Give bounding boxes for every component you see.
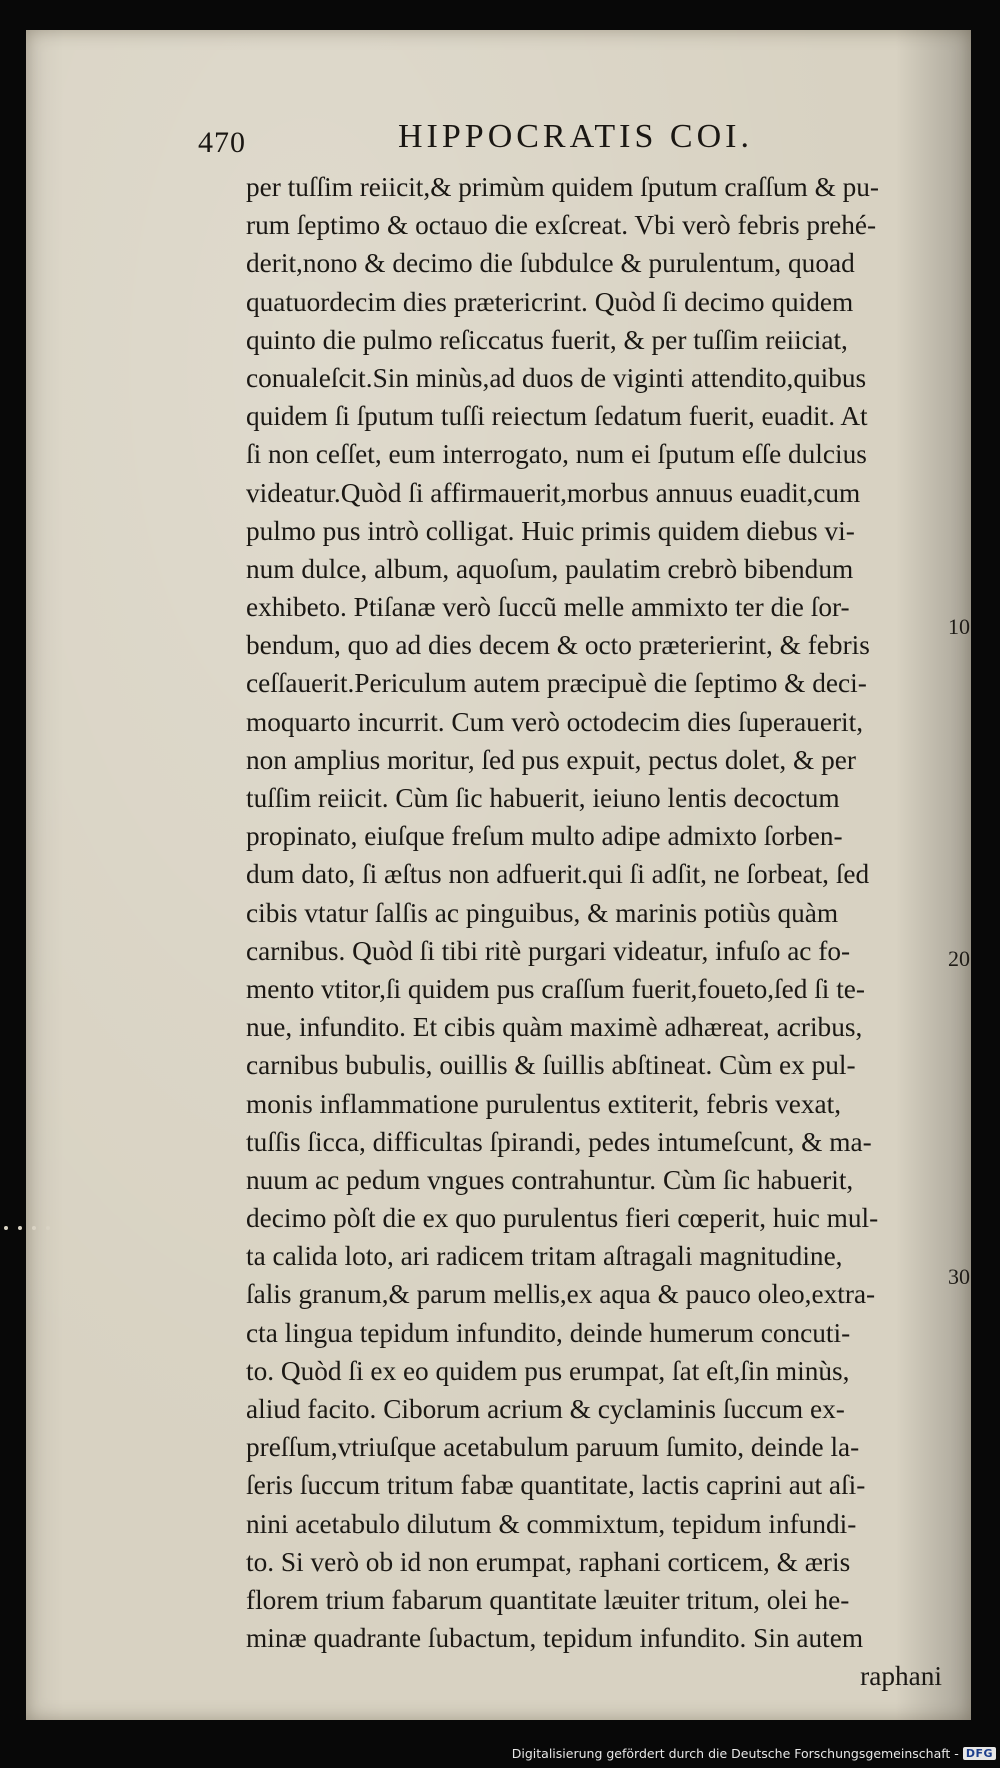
- text-line: carnibus. Quòd ſi tibi ritè purgari videatur, infuſo ac fo-: [246, 935, 851, 966]
- page-number: 470: [198, 126, 246, 159]
- text-line: nue, infundito. Et cibis quàm maximè adhæreat, acribus,: [246, 1012, 863, 1043]
- text-line: monis inflammatione purulentus extiterit, febris vexat,: [246, 1088, 842, 1119]
- text-line: ſeris ſuccum tritum fabæ quantitate, lactis caprini aut aſi-: [246, 1470, 866, 1501]
- text-line: conualeſcit.Sin minùs,ad duos de viginti attendito,quibus: [246, 362, 867, 393]
- text-line: decimo pòſt die ex quo purulentus fieri cœperit, huic mul-: [246, 1203, 879, 1234]
- text-line: per tuſſim reiicit,& primùm quidem ſputum craſſum & pu-: [246, 172, 880, 202]
- text-line: carnibus bubulis, ouillis & ſuillis abſtineat. Cùm ex pul-: [246, 1050, 856, 1081]
- text-line: quidem ſi ſputum tuſſi reiectum ſedatum fuerit, euadit. At: [246, 401, 868, 432]
- dfg-logo: DFG: [963, 1747, 996, 1760]
- text-line: florem trium fabarum quantitate læuiter tritum, olei he-: [246, 1584, 850, 1615]
- edge-marks: [0, 1226, 60, 1236]
- margin-number-20: 20: [948, 946, 970, 971]
- text-line: ſi non ceſſet, eum interrogato, num ei ſputum eſſe dulcius: [246, 439, 867, 470]
- text-line: dum dato, ſi æſtus non adfuerit.qui ſi adſit, ne ſorbeat, ſed: [246, 859, 870, 890]
- margin-number-30: 30: [948, 1264, 970, 1289]
- margin-number-10: 10: [948, 614, 970, 639]
- text-line: ſalis granum,& parum mellis,ex aqua & pauco oleo,extra-: [246, 1279, 876, 1310]
- text-line: raphani: [860, 1661, 942, 1692]
- text-line: to. Quòd ſi ex eo quidem pus erumpat, ſat eſt,ſin minùs,: [246, 1355, 850, 1386]
- text-line: preſſum,vtriuſque acetabulum paruum ſumito, deinde la-: [246, 1432, 860, 1463]
- text-line: aliud facito. Ciborum acrium & cyclaminis ſuccum ex-: [246, 1394, 845, 1424]
- text-line: bendum, quo ad dies decem & octo præterierint, & febris: [246, 630, 870, 661]
- text-line: ceſſauerit.Periculum autem præcipuè die ſeptimo & deci-: [246, 668, 867, 699]
- text-line: pulmo pus intrò colligat. Huic primis quidem diebus vi-: [246, 515, 855, 546]
- text-line: num dulce, album, aquoſum, paulatim crebrò bibendum: [246, 553, 854, 584]
- text-line: minæ quadrante ſubactum, tepidum infundito. Sin autem: [246, 1623, 864, 1654]
- text-line: nini acetabulo dilutum & commixtum, tepidum infundi-: [246, 1508, 857, 1539]
- text-line: tuſſim reiicit. Cùm ſic habuerit, ieiuno lentis decoctum: [246, 783, 840, 813]
- text-line: moquarto incurrit. Cum verò octodecim dies ſuperauerit,: [246, 706, 864, 737]
- text-line: to. Si verò ob id non erumpat, raphani corticem, & æris: [246, 1546, 851, 1577]
- running-title: HIPPOCRATIS COI.: [398, 118, 753, 155]
- text-line: videatur.Quòd ſi affirmauerit,morbus annuus euadit,cum: [246, 477, 861, 508]
- text-line: non amplius moritur, ſed pus expuit, pectus dolet, & per: [246, 744, 856, 775]
- text-line: propinato, eiuſque freſum multo adipe admixto ſorben-: [246, 821, 843, 852]
- text-line: cta lingua tepidum infundito, deinde humerum concuti-: [246, 1317, 851, 1348]
- text-line: ta calida loto, ari radicem tritam aſtragali magnitudine,: [246, 1241, 843, 1272]
- text-line: tuſſis ſicca, difficultas ſpirandi, pedes intumeſcunt, & ma-: [246, 1126, 872, 1157]
- text-line: nuum ac pedum vngues contrahuntur. Cùm ſic habuerit,: [246, 1164, 854, 1195]
- text-line: derit,nono & decimo die ſubdulce & purulentum, quoad: [246, 248, 855, 279]
- text-line: quinto die pulmo reſiccatus fuerit, & per tuſſim reiiciat,: [246, 324, 848, 355]
- text-line: mento vtitor,ſi quidem pus craſſum fuerit,foueto,ſed ſi te-: [246, 973, 866, 1004]
- text-line: quatuordecim dies prætericrint. Quòd ſi decimo quidem: [246, 286, 854, 317]
- page-header: [198, 118, 838, 158]
- body-text: [246, 168, 942, 1696]
- text-line: rum ſeptimo & octauo die exſcreat. Vbi verò febris prehé-: [246, 210, 877, 241]
- credit-text: Digitalisierung gefördert durch die Deutsche Forschungsgemeinschaft -: [511, 1745, 959, 1761]
- text-line: exhibeto. Ptiſanæ verò ſuccũ melle ammixto ter die ſor-: [246, 592, 850, 623]
- digitization-credit: [512, 1744, 996, 1762]
- text-line: cibis vtatur ſalſis ac pinguibus, & marinis potiùs quàm: [246, 897, 839, 928]
